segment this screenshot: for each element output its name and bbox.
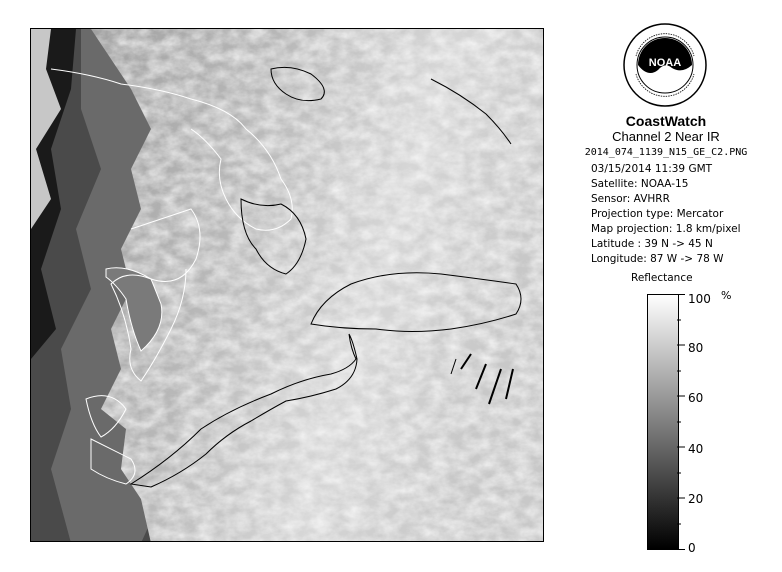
legend-label: Reflectance xyxy=(631,272,693,284)
filename-label: 2014_074_1139_N15_GE_C2.PNG xyxy=(584,147,748,158)
sensor-label: Sensor: AVHRR xyxy=(591,193,670,205)
reflectance-colorbar xyxy=(647,294,679,550)
product-title: CoastWatch xyxy=(625,113,707,129)
satellite-image-map xyxy=(30,28,544,542)
noaa-logo xyxy=(622,22,708,108)
satellite-image xyxy=(31,29,544,542)
latitude-label: Latitude : 39 N -> 45 N xyxy=(591,238,713,250)
colorbar-tick-label: 100 xyxy=(688,292,711,306)
longitude-label: Longitude: 87 W -> 78 W xyxy=(591,253,724,265)
colorbar-tick-label: 20 xyxy=(688,492,704,506)
noaa-logo-graphic xyxy=(622,22,708,108)
datetime-label: 03/15/2014 11:39 GMT xyxy=(591,163,713,175)
map-projection-label: Map projection: 1.8 km/pixel xyxy=(591,223,741,235)
colorbar-unit: % xyxy=(721,289,732,302)
colorbar-tick-label: 40 xyxy=(688,442,704,456)
colorbar-tick-label: 60 xyxy=(688,391,704,405)
channel-label: Channel 2 Near IR xyxy=(612,129,720,144)
projection-type-label: Projection type: Mercator xyxy=(591,208,724,220)
satellite-label: Satellite: NOAA-15 xyxy=(591,178,689,190)
colorbar-tick-label: 80 xyxy=(688,341,704,355)
noaa-logo-text: NOAA xyxy=(648,57,682,69)
colorbar-ticks xyxy=(677,294,689,550)
colorbar-tick-label: 0 xyxy=(688,541,696,555)
